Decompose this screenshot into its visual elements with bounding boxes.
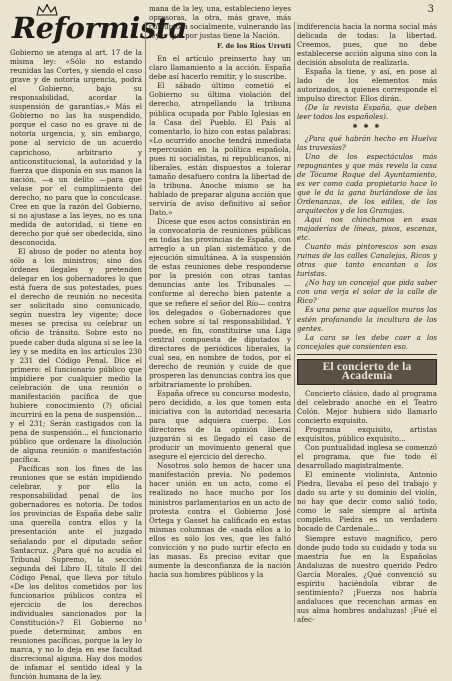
paragraph: Uno de los espectáculos más repugnantes y que más revela la casa de Tócame Roque del Ayuntamiento, es ver como cada propietario hace lo que le da la gana burlándose de las Ordenanzas, de los ediles, de los arquitectos y de los Granujas. [297,151,437,215]
page-number: 3 [427,4,434,15]
source-note: (De la revista España, que deben leer todos los españoles). [297,103,437,122]
author-signature: F. de los Ríos Urruti [216,42,291,51]
paragraph: Gobierno se atenga al art. 17 de la misma ley: «Sólo no estando reunidas las Cortes, y siendo el caso grave y de notoria urgencia, podrá el Gobierno, bajo su responsabilidad, acordar la suspensión de garantías.» Más el Gobierno no las ha suspendido, porque el caso no es grave ni de notoria urgencia, y, sin embargo, pone al servicio de un acuerdo caprichoso, arbitrario y anticonstitucional, la autoridad y la fuerza que disponía en sus manos la nación, —a un delito —para que velase por el cumplimiento del derecho, no para que lo conculcase. Cree en que la razón del Gobierno, si no ajustase a las leyes, no es una medida de autoridad, si tiene en derecho por qué ser obedecida, sino desconocida. [10,48,142,247]
paragraph: Con puntualidad inglesa se comenzó el programa, que fue todo él desarrollado magistralmente. [297,443,437,471]
section-separator: ✱ ✱ ✱ [352,122,382,130]
column-divider [145,22,146,622]
paragraph: El eminente violinista, Antonio Piedra, llevaba el peso del trabajo y dado su arte y su dominio del violín, no hay que decir como salió todo, como le sale siempre al artista completo. Piedra es un verdadero bocado de Cardenale... [297,470,437,534]
paragraph: Nosotros solo hemos de hacer una manifestación previa. No podemos hacer unión en un acto, como el realizado no hace mucho por los ministros parlamentarios en un acto de protesta contra el Gobierno José Ortega y Gasset ha calificado en estas mismas columnas de «nada ellos a lo ellos es sólo los ves, que les faltó convicción y no pudo surtir efecto en las masas. Es preciso evitar que aumente la desconfianza de la nación hacia sus hombres públicos y la [149,461,291,579]
paragraph: Pacíficas son los fines de las reuniones que se están impidiendo celebrar, y por ello la responsabilidad penal de los gobernadores es notoria. De todos los provincias de España debe salir una querella contra ellos y la presentación ante el juzgado señalando por el diputado señor Santacruz. ¿Para qué no acudía el Tribunal Supremo, la sección segunda del Libro II, título II del Código Penal, que lleva por título «De los delitos cometidos por los funcionarios públicos contra el ejercicio de los derechos individuales sancionados por la Constitución»? El Gobierno no puede determinar, ambos en reuniones pacíficas, porque la ley lo marca, y no lo deja en ese facultad discrecional alguna. Hay dos modos de infamar el sentido ideal y la función humana de la ley. [10,464,142,681]
paragraph: Siempre estuvo magnífico, pero donde pudo todo su cuidado y toda su maestría fue en la Españolas Andaluzas de nuestro querido Pedro García Morales. ¿Qué convenció su espíritu haciéndola vibrar de sentimiento? ¡Fuerza nos habría andaluces que recenchan armas en sus alma hombres andaluzas! ¡Fué el afec- [297,533,437,624]
paragraph: El sábado último cometió el Gobierno su última violación del derecho, atropellando la tribuna pública ocupada por Pablo Iglesias en la Casa del Pueblo. El País al comentarlo, lo hizo con estas palabras: «Lo ocurrido anoche tendrá inmediata repercusión en la política española, pues ni socialistas, ni republicanos, ni liberales, están dispuestos a tolerar tamaño desafuero contra la libertad de la tribuna. Anoche mismo se ha hablado de preparar alguna acción que serviría de aviso definitivo al señor Dato.» [149,81,291,218]
paragraph: Concierto clásico, dado al programa del celebrado anoche en el Teatro Colón. Mejor hubiera sido llamarlo concierto exquisito. [297,388,437,425]
column-divider [294,22,295,622]
column-left [10,48,142,681]
paragraph: Programa exquisito, artistas exquisitos, público exquisito... [297,424,437,444]
paragraph: Aquí nos chinchamos en esas majaderías de líneas, pisos, escenas, etc. [297,214,437,243]
paragraph: ¿Para qué habrán hecho en Huelva las travesías? [297,133,437,152]
section-heading: El concierto de la Academia [297,359,437,385]
paragraph: En el artículo preinserto hay un claro llamamiento a la acción. España debe así hacerlo remitir, y lo suscribe. [149,54,291,82]
divider [297,354,437,355]
masthead-title: Reformista [12,11,187,45]
column-middle [149,4,291,632]
paragraph: El abuso de poder no atenta hoy sólo a los ministros; sino dos órdenes ilegales y pretenden delegar en los gobernadores lo que está fuera de sus potestades, pues el derecho de reunión no necesita ser solicitado sino comunicado, según nuestra ley vigente; doce meses se precisa su celebrar un oficio de tránsito. Sobre esto no puede caber duda alguna si se lee la ley y se medita en los artículos 230 y 231 del Código Penal. Dice el primero: el funcionario público que impidiere por cualquier medio la celebración de una reunión o manifestación pacífica de que hubiere conocimiento (?) oficial incurrirá en la pena de suspensión... y el 231; Serán castigados con la pena de suspensión... el funcionario público que ordenare la disolución de alguna reunión o manifestación pacífica. [10,247,142,465]
masthead [12,4,187,48]
paragraph: mana de la ley, una, establecieno leyes opresoras, la otra, más grave, más corruptora socialmente, vulnerando las leyes que por justas tiene la Nación. [149,4,291,41]
paragraph: Cuanto más pintorescos son esas ruinas de las calles Canalejas, Ricos y otras que tanto encantan a los turistas. [297,242,437,279]
paragraph: España ofrece su concurso modesto, pero decidido, a los que tomen esta iniciativa con la autoridad necesaria para que adquiera cuerpo. Los directores de la opinión liberal juzgarán si es llegado el caso de producir un movimiento general que asegure el ejercicio del derecho. [149,388,291,462]
paragraph: España la tiene, y así, en pose al lado de los elementos más autorizados, a quienes corresponde el impulso director. Ellos dirán. [297,67,437,104]
paragraph: Es una pena que aquellos muros los estén profanando la incultura de los gentes. [297,305,437,333]
paragraph: indiferencia hacia la norma social más delicada de todas: la libertad. Creemos, pues, que no debe establecerse acción alguna sino con la decisión absoluta de realizarla. [297,22,437,68]
paragraph: Dícese que esos actos consistirán en la convocatoria de reuniones públicas en todas las provincias de España, con arreglo a un plan sistemático y de ejecución simultánea. A la suspensión de estas reuniones debe responderse por la presión con otras tantas denuncias ante los Tribunales —conforme al derecho bien patente a que se refiere el señor del Río— contra los delegados o Gobernadores que echen sobre sí tal responsabilidad. Y puede, en fin, constituirse una Liga central compuesta de diputados y directores de periódicos liberales, la cual sea, en nombre de todos, por el derecho de reunión y cuide de que prosperen las denuncias contra los que arbitrariamente lo prohíben. [149,217,291,389]
paragraph: La cara se les debe caer a los concejales que consienten eso. [297,332,437,351]
column-right [297,22,437,634]
paragraph: ¿No hay un concejal que pida saber con una verja el solar de la calle de Rico? [297,278,437,306]
